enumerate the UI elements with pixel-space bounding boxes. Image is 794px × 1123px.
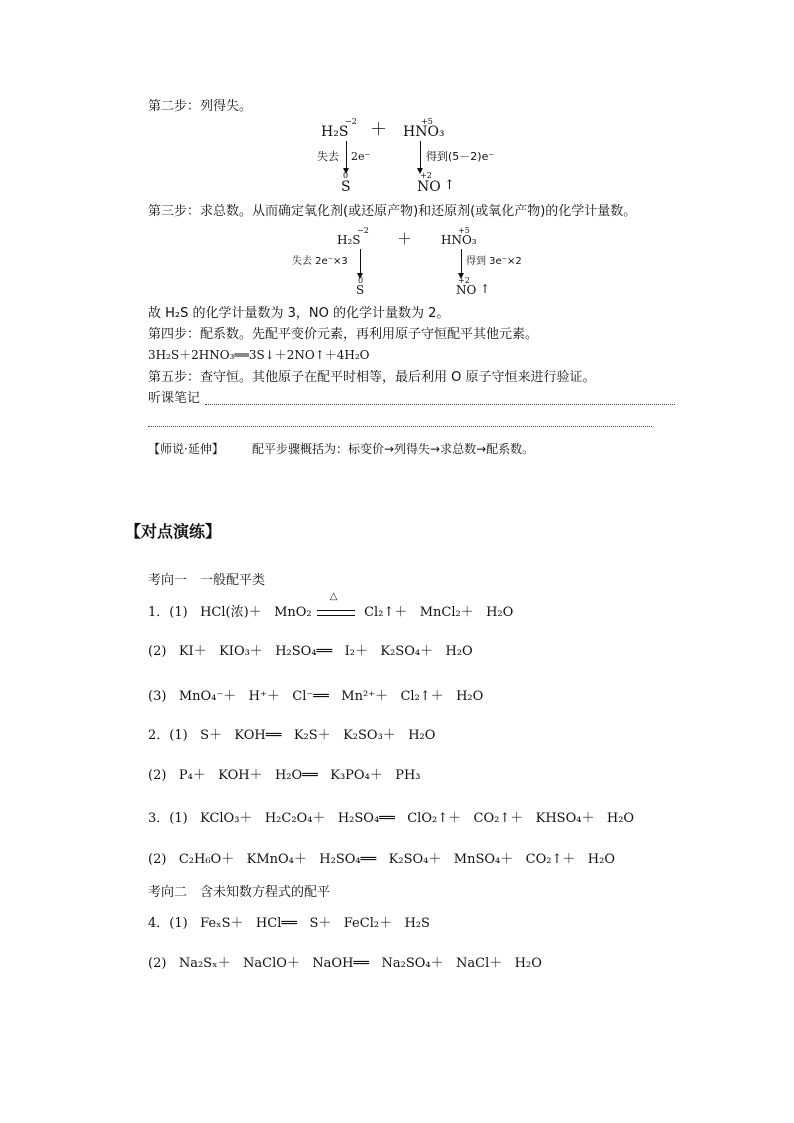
plus-sign-2: ＋ — [397, 230, 413, 248]
no-product: NO — [417, 179, 441, 195]
product: I₂＋ — [344, 644, 368, 659]
reactant: NaOH — [312, 956, 354, 971]
product: K₂SO₄＋ — [380, 644, 434, 659]
product: CO₂↑＋ — [473, 811, 524, 826]
reactant: KI＋ — [178, 644, 207, 659]
notes-line-1[interactable] — [205, 404, 675, 405]
hno3-formula-2: HNO₃ — [441, 233, 477, 247]
equals-sign: ══ — [360, 852, 377, 867]
product: H₂O — [408, 728, 436, 743]
no-ox-state: +2 — [420, 171, 432, 180]
practice-heading: 【对点演练】 — [125, 522, 222, 541]
coefficient-note: 故 H₂S 的化学计量数为 3，NO 的化学计量数为 2。 — [148, 306, 450, 321]
question-number: 3．(1) — [148, 811, 188, 826]
question-number: 1．(1) — [148, 605, 188, 620]
heat-equals-sign — [316, 591, 356, 619]
s-product: S — [341, 179, 351, 195]
step4-text: 第四步：配系数。先配平变价元素，再利用原子守恒配平其他元素。 — [148, 327, 539, 342]
reactant: S＋ — [200, 728, 222, 743]
plus-sign: ＋ — [370, 120, 387, 140]
equals-sign: ══ — [316, 644, 333, 659]
product: Na₂SO₄＋ — [381, 956, 444, 971]
product: H₂O — [587, 852, 615, 867]
s-product-2: S — [356, 283, 365, 297]
product: H₂S — [404, 916, 430, 931]
question-number: (3) — [148, 689, 167, 704]
reactant: KOH＋ — [218, 768, 263, 783]
hno3-formula: HNO₃ — [403, 124, 445, 140]
hno3-ox-state: +5 — [421, 117, 433, 126]
question-4-1 — [148, 917, 430, 930]
step5-text: 第五步：查守恒。其他原子在配平时相等，最后利用 O 原子守恒来进行验证。 — [148, 370, 596, 385]
equals-sign: ══ — [313, 689, 329, 704]
balanced-equation: 3H₂S＋2HNO₃══3S↓＋2NO↑＋4H₂O — [148, 348, 370, 362]
lose-arrow-line-2 — [360, 249, 361, 274]
question-1-3 — [148, 690, 483, 703]
reactant: MnO₂ — [274, 605, 312, 620]
direction-2: 考向二 含未知数方程式的配平 — [148, 885, 331, 900]
question-3-2 — [148, 853, 615, 866]
product: K₂SO₃＋ — [343, 728, 396, 743]
h2s-ox-state-2: −2 — [357, 226, 369, 235]
reactant: P₄＋ — [178, 768, 206, 783]
reactant: HCl(浓)＋ — [200, 605, 262, 620]
h2s-ox-state: −2 — [345, 117, 357, 126]
h2s-formula: H₂S — [321, 124, 349, 140]
product: K₃PO₄＋ — [330, 768, 383, 783]
question-number: (2) — [148, 768, 167, 783]
product: H₂O — [456, 689, 484, 704]
product: MnCl₂＋ — [419, 605, 474, 620]
equals-sign: ══ — [379, 811, 395, 826]
product: Cl₂↑＋ — [364, 605, 408, 620]
no-product-2: NO — [456, 283, 477, 297]
product: ClO₂↑＋ — [407, 811, 462, 826]
reactant: KOH — [234, 728, 266, 743]
equals-sign: ══ — [265, 728, 282, 743]
teacher-note-label: 【师说·延伸】 — [148, 442, 224, 456]
reactant: FeₓS＋ — [200, 916, 244, 931]
question-3-1 — [148, 812, 634, 825]
lose-arrow-line — [346, 141, 347, 169]
gas-arrow: ↑ — [444, 178, 455, 193]
product: H₂O — [514, 956, 542, 971]
h2s-formula-2: H₂S — [337, 233, 361, 247]
product: K₂SO₄＋ — [388, 852, 442, 867]
question-1-2 — [148, 645, 473, 658]
no-ox-state-2: +2 — [458, 276, 470, 285]
step3-text: 第三步：求总数。从而确定氧化剂(或还原产物)和还原剂(或氧化产物)的化学计量数。 — [148, 204, 637, 219]
question-number: 4．(1) — [148, 916, 188, 931]
gain-label-2: 得到 3e⁻×2 — [466, 256, 522, 267]
reactant: H₂O — [274, 768, 303, 783]
lose-label: 失去 — [317, 150, 339, 163]
teacher-note-text: 配平步骤概括为：标变价→列得失→求总数→配系数。 — [252, 442, 535, 456]
product: MnSO₄＋ — [453, 852, 514, 867]
reactant: H₂SO₄ — [275, 644, 317, 659]
s-ox-state: 0 — [343, 171, 349, 180]
question-number: (2) — [148, 956, 167, 971]
reactant: KClO₃＋ — [200, 811, 253, 826]
question-2-2 — [148, 769, 421, 782]
reactant: C₂H₆O＋ — [178, 852, 235, 867]
reactant: KIO₃＋ — [219, 644, 263, 659]
reactant: H⁺＋ — [248, 689, 280, 704]
question-4-2 — [148, 957, 542, 970]
product: KHSO₄＋ — [535, 811, 595, 826]
question-number: (2) — [148, 644, 167, 659]
product: PH₃ — [395, 768, 421, 783]
question-number: (2) — [148, 852, 167, 867]
gain-arrow-line-2 — [461, 249, 462, 274]
question-2-1 — [148, 729, 435, 742]
lose-amount: 2e⁻ — [351, 150, 371, 163]
direction-1: 考向一 一般配平类 — [148, 573, 266, 588]
lose-label-2: 失去 2e⁻×3 — [292, 256, 348, 267]
gain-label: 得到(5－2)e⁻ — [426, 150, 495, 163]
product: Cl₂↑＋ — [400, 689, 444, 704]
product: Mn²⁺＋ — [341, 689, 389, 704]
product: H₂O — [606, 811, 635, 826]
reactant: Na₂Sₓ＋ — [178, 956, 231, 971]
product: CO₂↑＋ — [525, 852, 576, 867]
reactant: KMnO₄＋ — [246, 852, 307, 867]
product: NaCl＋ — [456, 956, 503, 971]
notes-line-2[interactable] — [148, 426, 652, 427]
gas-arrow-2: ↑ — [480, 282, 491, 296]
reactant: H₂C₂O₄＋ — [264, 811, 326, 826]
product: FeCl₂＋ — [343, 916, 393, 931]
reactant: H₂SO₄ — [337, 811, 380, 826]
product: S＋ — [309, 916, 332, 931]
question-number: 2．(1) — [148, 728, 188, 743]
reactant: MnO₄⁻＋ — [178, 689, 237, 704]
equals-sign: ══ — [302, 768, 318, 783]
step2-text: 第二步：列得失。 — [148, 99, 253, 114]
heat-symbol: △ — [329, 591, 338, 602]
equals-sign: ══ — [353, 956, 370, 971]
reactant: HCl — [255, 916, 282, 931]
product: H₂O — [486, 605, 514, 620]
s-ox-state-2: 0 — [358, 276, 364, 285]
gain-arrow-line — [420, 141, 421, 169]
product: H₂O — [445, 644, 473, 659]
product: K₂S＋ — [293, 728, 331, 743]
reactant: Cl⁻ — [292, 689, 314, 704]
notes-label: 听课笔记 — [148, 391, 201, 406]
reactant: H₂SO₄ — [319, 852, 361, 867]
question-1-1 — [148, 591, 514, 620]
equals-sign: ══ — [281, 916, 298, 931]
hno3-ox-state-2: +5 — [458, 226, 470, 235]
reactant: NaClO＋ — [243, 956, 300, 971]
